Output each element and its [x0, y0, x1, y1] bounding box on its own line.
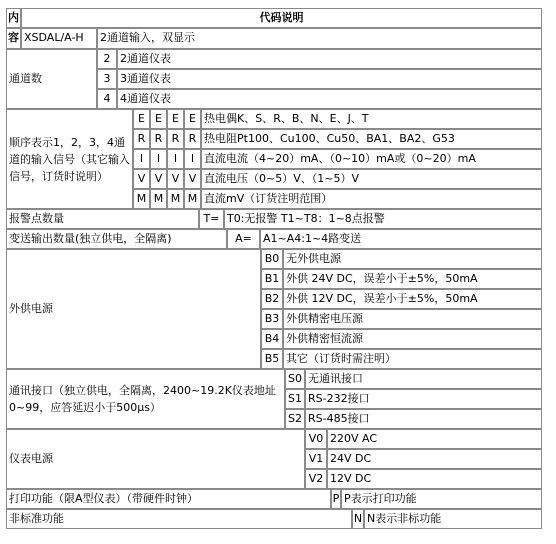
print-code: P — [331, 489, 341, 509]
supply-desc: 12V DC — [327, 469, 542, 489]
supply-desc: 24V DC — [327, 449, 542, 469]
input-code-ch4: M — [184, 189, 201, 209]
transmit-label: 变送输出数量(独立供电，全隔离) — [6, 229, 227, 249]
comm-desc: RS-232接口 — [305, 389, 542, 409]
channels-label: 通道数 — [6, 49, 97, 109]
header-left-top: 内 — [6, 8, 21, 28]
input-signal-desc: 直流电压（0~5）V、（1~5）V — [201, 169, 542, 189]
input-code-ch4: R — [184, 129, 201, 149]
inputs-label: 顺序表示1，2，3，4通道的输入信号（其它输入信号，订货时说明） — [6, 109, 133, 209]
channel-desc: 3通道仪表 — [117, 69, 542, 89]
input-code-ch3: E — [167, 109, 184, 129]
input-code-ch2: M — [150, 189, 167, 209]
header-left-bottom: 容 — [6, 28, 21, 49]
channel-code: 4 — [97, 89, 117, 109]
input-code-ch3: R — [167, 129, 184, 149]
power-code: B0 — [261, 249, 283, 269]
comm-desc: 无通讯接口 — [305, 369, 542, 389]
input-code-ch1: E — [133, 109, 150, 129]
power-code: B5 — [261, 349, 283, 369]
input-code-ch3: M — [167, 189, 184, 209]
supply-desc: 220V AC — [327, 429, 542, 449]
alarm-code: T= — [199, 209, 224, 229]
model-description: 2通道输入，双显示 — [97, 28, 542, 49]
supply-code: V2 — [305, 469, 327, 489]
input-code-ch4: I — [184, 149, 201, 169]
power-code: B4 — [261, 329, 283, 349]
comm-desc: RS-485接口 — [305, 409, 542, 429]
input-signal-desc: 直流mV（订货注明范围） — [201, 189, 542, 209]
nonstd-label: 非标准功能 — [6, 509, 352, 529]
supply-code: V0 — [305, 429, 327, 449]
nonstd-desc: N表示非标功能 — [364, 509, 542, 529]
input-code-ch3: I — [167, 149, 184, 169]
power-code: B1 — [261, 269, 283, 289]
input-code-ch2: E — [150, 109, 167, 129]
power-code: B2 — [261, 289, 283, 309]
input-code-ch1: M — [133, 189, 150, 209]
input-code-ch2: I — [150, 149, 167, 169]
print-label: 打印功能（限A型仪表）（带硬件时钟） — [6, 489, 331, 509]
print-desc: P表示打印功能 — [341, 489, 542, 509]
input-signal-desc: 直流电流（4~20）mA、（0~10）mA或（0~20）mA — [201, 149, 542, 169]
channel-desc: 2通道仪表 — [117, 49, 542, 69]
transmit-desc: A1~A4:1~4路变送 — [260, 229, 542, 249]
power-desc: 外供精密恒流源 — [283, 329, 542, 349]
power-desc: 外供 24V DC，误差小于±5%，50mA — [283, 269, 542, 289]
nonstd-code: N — [352, 509, 364, 529]
power-desc: 无外供电源 — [283, 249, 542, 269]
input-code-ch4: V — [184, 169, 201, 189]
input-code-ch1: R — [133, 129, 150, 149]
alarm-desc: T0:无报警 T1~T8：1~8点报警 — [224, 209, 542, 229]
power-desc: 其它（订货时需注明） — [283, 349, 542, 369]
comm-code: S1 — [285, 389, 305, 409]
model-code: XSDAL/A-H — [21, 28, 97, 49]
input-code-ch2: V — [150, 169, 167, 189]
supply-label: 仪表电源 — [6, 429, 305, 489]
comm-label: 通讯接口（独立供电，全隔离，2400~19.2K仪表地址0~99，应答延迟小于500μs） — [6, 369, 285, 429]
input-code-ch4: E — [184, 109, 201, 129]
table-title: 代码说明 — [21, 8, 542, 28]
supply-code: V1 — [305, 449, 327, 469]
input-code-ch1: V — [133, 169, 150, 189]
input-signal-desc: 热电阻Pt100、Cu100、Cu50、BA1、BA2、G53 — [201, 129, 542, 149]
power-desc: 外供精密电压源 — [283, 309, 542, 329]
channel-code: 2 — [97, 49, 117, 69]
power-out-label: 外供电源 — [6, 249, 261, 369]
comm-code: S0 — [285, 369, 305, 389]
alarm-label: 报警点数量 — [6, 209, 199, 229]
input-code-ch3: V — [167, 169, 184, 189]
input-code-ch1: I — [133, 149, 150, 169]
transmit-code: A= — [227, 229, 260, 249]
input-code-ch2: R — [150, 129, 167, 149]
input-signal-desc: 热电偶K、S、R、B、N、E、J、T — [201, 109, 542, 129]
comm-code: S2 — [285, 409, 305, 429]
channel-desc: 4通道仪表 — [117, 89, 542, 109]
channel-code: 3 — [97, 69, 117, 89]
power-desc: 外供 12V DC，误差小于±5%，50mA — [283, 289, 542, 309]
power-code: B3 — [261, 309, 283, 329]
